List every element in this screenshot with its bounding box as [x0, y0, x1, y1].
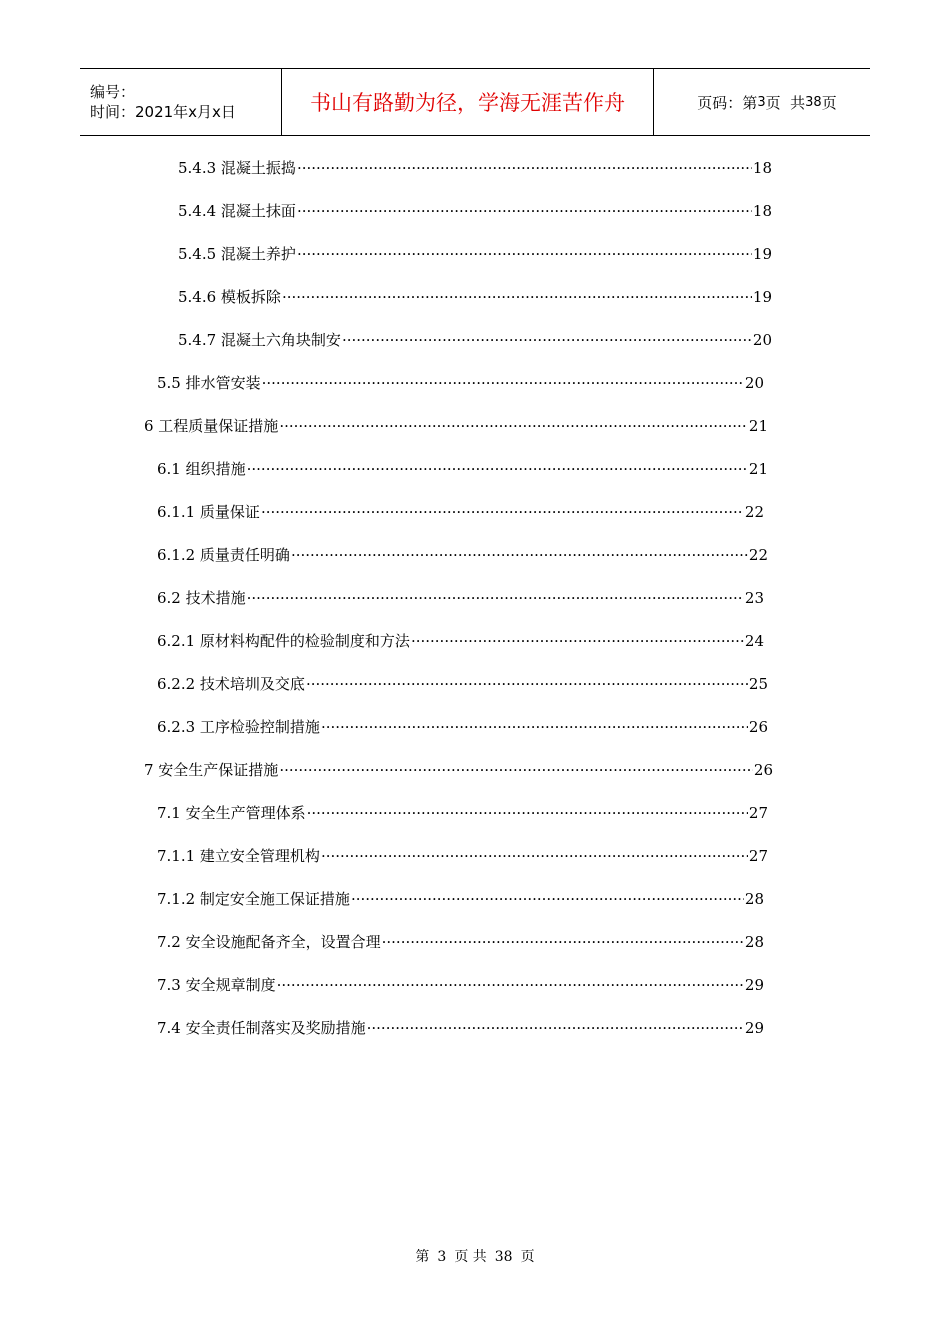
toc-leader	[279, 759, 753, 781]
toc-page: 28	[744, 933, 764, 951]
toc-label: 5.4.5 混凝土养护	[178, 245, 296, 263]
toc-entry[interactable]	[178, 286, 772, 308]
toc-entry[interactable]	[144, 415, 768, 437]
toc-label: 5.4.3 混凝土振捣	[178, 159, 296, 177]
toc-label: 5.4.6 模板拆除	[178, 288, 281, 306]
time-label: 时间：2021年x月x日	[90, 103, 236, 121]
toc-leader	[291, 544, 748, 566]
toc-page: 29	[744, 1019, 764, 1037]
toc-page: 27	[748, 804, 768, 822]
toc-label: 5.4.7 混凝土六角块制安	[178, 331, 341, 349]
toc-leader	[411, 630, 744, 652]
toc-leader	[297, 243, 752, 265]
toc-leader	[277, 974, 744, 996]
toc-label: 5.5 排水管安装	[157, 374, 261, 392]
toc-leader	[306, 673, 748, 695]
toc-leader	[382, 931, 744, 953]
toc-label: 5.4.4 混凝土抹面	[178, 202, 296, 220]
toc-label: 7.2 安全设施配备齐全，设置合理	[157, 933, 381, 951]
toc-leader	[247, 587, 744, 609]
toc-page: 21	[748, 417, 768, 435]
page-footer	[0, 1246, 950, 1266]
toc-entry[interactable]	[157, 630, 764, 652]
header-page-prefix: 页码：第	[697, 93, 758, 112]
toc-entry[interactable]	[178, 243, 772, 265]
toc-label: 6 工程质量保证措施	[144, 417, 279, 435]
toc-entry[interactable]	[157, 587, 764, 609]
toc-leader	[297, 157, 752, 179]
toc-page: 20	[744, 374, 764, 392]
toc-leader	[321, 845, 748, 867]
header-page-total: 38	[805, 94, 822, 110]
footer-current: 3	[437, 1249, 447, 1265]
toc-page: 22	[748, 546, 768, 564]
toc-entry[interactable]	[157, 802, 768, 824]
toc-label: 6.1.1 质量保证	[157, 503, 260, 521]
toc-label: 6.1 组织措施	[157, 460, 246, 478]
toc-page: 18	[752, 159, 772, 177]
toc-entry[interactable]	[178, 329, 772, 351]
toc-page: 20	[752, 331, 772, 349]
toc-leader	[367, 1017, 744, 1039]
toc-entry[interactable]	[144, 759, 773, 781]
toc-leader	[321, 716, 748, 738]
toc-leader	[262, 372, 744, 394]
toc-entry[interactable]	[157, 673, 768, 695]
serial-label: 编号：	[90, 83, 136, 101]
toc-page: 26	[748, 718, 768, 736]
toc-page: 19	[752, 288, 772, 306]
toc-label: 7.4 安全责任制落实及奖励措施	[157, 1019, 366, 1037]
toc-entry[interactable]	[157, 372, 764, 394]
toc-entry[interactable]	[178, 157, 772, 179]
toc-page: 28	[744, 890, 764, 908]
header-page-mid: 页 共	[765, 93, 806, 112]
toc-label: 6.2 技术措施	[157, 589, 246, 607]
toc-entry[interactable]	[157, 845, 768, 867]
toc-leader	[279, 415, 748, 437]
toc-entry[interactable]	[178, 200, 772, 222]
toc-page: 24	[744, 632, 764, 650]
toc-label: 6.2.2 技术培圳及交底	[157, 675, 305, 693]
toc-label: 7.3 安全规章制度	[157, 976, 276, 994]
toc-leader	[351, 888, 744, 910]
toc-entry[interactable]	[157, 501, 764, 523]
toc-label: 6.2.3 工序检验控制措施	[157, 718, 320, 736]
footer-total: 38	[494, 1249, 513, 1265]
toc-entry[interactable]	[157, 1017, 764, 1039]
toc-label: 7.1 安全生产管理体系	[157, 804, 306, 822]
footer-mid: 页 共	[454, 1249, 487, 1265]
toc-page: 23	[744, 589, 764, 607]
toc-leader	[282, 286, 752, 308]
toc-label: 6.1.2 质量责任明确	[157, 546, 290, 564]
toc-page: 26	[753, 761, 773, 779]
toc-leader	[247, 458, 748, 480]
toc-leader	[342, 329, 752, 351]
toc-entry[interactable]	[157, 458, 768, 480]
toc-leader	[307, 802, 748, 824]
toc-label: 6.2.1 原材料构配件的检验制度和方法	[157, 632, 410, 650]
footer-suffix: 页	[520, 1249, 535, 1265]
toc-page: 25	[748, 675, 768, 693]
toc-label: 7 安全生产保证措施	[144, 761, 279, 779]
toc-page: 27	[748, 847, 768, 865]
toc-label: 7.1.1 建立安全管理机构	[157, 847, 320, 865]
toc-page: 19	[752, 245, 772, 263]
toc-page: 21	[748, 460, 768, 478]
toc-entry[interactable]	[157, 716, 768, 738]
footer-prefix: 第	[415, 1249, 430, 1265]
header-page-current: 3	[757, 94, 766, 110]
toc-page: 29	[744, 976, 764, 994]
toc-entry[interactable]	[157, 974, 764, 996]
toc-label: 7.1.2 制定安全施工保证措施	[157, 890, 350, 908]
toc-entry[interactable]	[157, 931, 764, 953]
header-page-suffix: 页	[821, 93, 837, 112]
toc-leader	[261, 501, 744, 523]
toc-entry[interactable]	[157, 888, 764, 910]
motto-text: 书山有路勤为径，学海无涯苦作舟	[310, 91, 625, 115]
toc-page: 18	[752, 202, 772, 220]
toc-leader	[297, 200, 752, 222]
toc-page: 22	[744, 503, 764, 521]
toc-entry[interactable]	[157, 544, 768, 566]
